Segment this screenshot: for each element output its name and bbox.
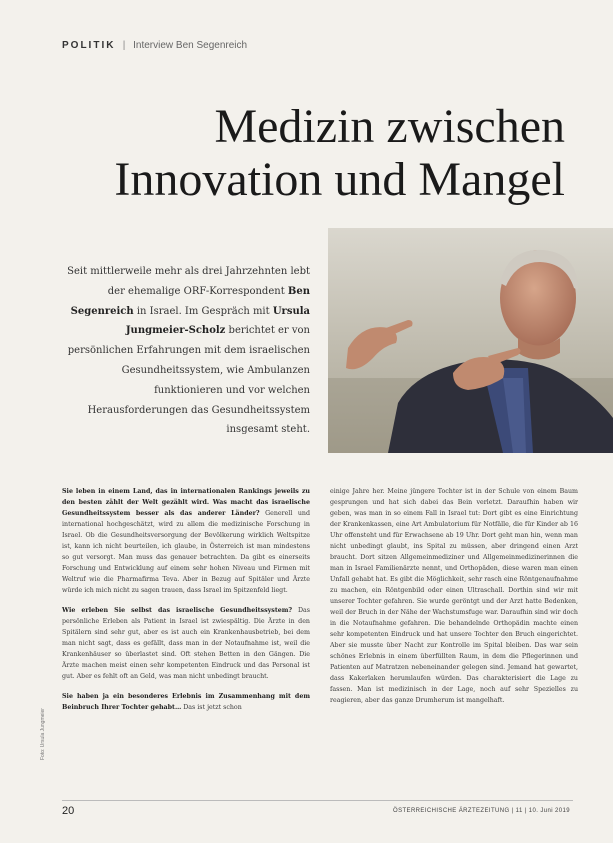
section-subtitle: Interview Ben Segenreich [133,40,248,51]
section-header [62,40,247,51]
page-number: 20 [62,805,75,817]
intro-text-3: berichtet er von persönlichen Erfahrungen mit dem israelischen Gesundheitssystem, wie Ambulanzen funktionieren und vor welchen Herausforderungen das Gesundheitssystem insgesamt steht. [67,325,310,436]
intro-text-1: Seit mittlerweile mehr als drei Jahrzehnten lebt der ehemalige ORF-Korrespondent [67,266,310,297]
qa-block-continued [330,486,578,706]
intro-text-2: in Israel. Im Gespräch mit [133,305,273,317]
intro-paragraph [62,262,310,440]
qa-block-2 [62,605,310,682]
section-separator: | [122,40,126,51]
question-3: Sie haben ja ein besonderes Erlebnis im Zusammenhang mit dem Beinbruch Ihrer Tochter gehabt… [62,693,310,711]
qa-block-1 [62,486,310,596]
question-2: Wie erleben Sie selbst das israelische Gesundheitssystem? [62,607,293,614]
answer-2: Das persönliche Erleben als Patient in Israel ist zwiespältig. Die Ärzte in den Spitälern sind sehr gut, aber es ist auch ein Krankenhausbetrieb, bei dem man nicht sagt, dass es gefällt, dass man in der Notaufnahme ist, weil die Krankenhäuser so überlastet sind. Oft stehen Betten in den Gängen. Die Ärzte machen meist einen sehr kompetenten Eindruck und das Personal ist gut. Aber es fehlt oft an Geld, was man nicht unbedingt braucht. [62,607,310,680]
footer-divider [62,800,573,801]
article-title [45,100,565,206]
title-line-2: Innovation und Mangel [114,153,565,206]
article-column-2 [330,486,578,715]
answer-1: Generell und international hochgeschätzt, wird zu allem die medizinische Forschung in Israel. Ob die Gesundheitsversorgung der Bevölkerung wirklich Weltspitze ist, kann ich nicht beurteilen, ich glaube, in Österreich ist man mindestens so gut versorgt. Man muss das genauer betrachten. Da gibt es einerseits Forschung und Entwicklung auf einem sehr hohen Niveau und Firmen mit Weltruf wie die Pharmafirma Teva. Aber in Bezug auf Spitäler und Ärzte würde ich mich nicht zu sagen trauen, dass Israel im Spitzenfeld liegt. [62,510,310,594]
article-column-1 [62,486,310,722]
question-1: Sie leben in einem Land, das in internationalen Rankings jeweils zu den besten zählt der Welt gezählt wird. Was macht das israelische Gesundheitssystem besser als das anderer Länder? [62,488,310,517]
answer-continued: einige Jahre her. Meine jüngere Tochter ist in der Schule von einem Baum gesprungen und hat sich dabei das Bein verletzt. Daraufhin haben wir geben, was man in so einem Fall in Israel tut: Dort gibt es eine Einrichtung der Krankenkassen, eine Art Ambulatorium für Notfälle, die für Kinder ab 16 Uhr offensteht und für Erwachsene ab 19 Uhr. Dort geht man hin, wenn man nicht unbedingt glaubt, ins Spital zu müssen, aber dringend einen Arzt braucht. Dort sitzen Allgemeinmediziner und Allgemeinmedizinerinnen die man in Israel Familienärzte nennt, und Orthopäden, diese waren man einen Unfall gehabt hat. Es gibt die Möglichkeit, sehr rasch eine Röntgenaufnahme zu machen, ein Röntgenbild oder einen Ultraschall. Dorthin sind wir mit unserer Tochter gefahren. Sie wurde geröntgt und der Arzt hatte Bedenken, weil der Bruch in der Nähe der Wachstumsfuge war. Daraufhin sind wir doch in die Notaufnahme gefahren. Die behandelnde Orthopädin machte einen sehr kompetenten Eindruck und hat unsere Tochter den Bruch eingerichtet. Aber sie musste über Nacht zur Kontrolle im Spital bleiben. Das war sein schönes Erlebnis in einem überfüllten Raum, in dem die Pflegerinnen und Patienten auf Matratzen nebeneinander gelegen sind. Jemand hat gewartet, dass Kakerlaken herumlaufen würden. Das charakterisiert die Lage zu fassen. Man ist medizinisch in der Lage, noch auf sehr Spezielles zu reagieren, aber das ganze Drumherum ist mangelhaft. [330,488,578,704]
intro-name-interviewer: Ursula Jungmeier-Scholz [125,305,310,337]
qa-block-3 [62,691,310,713]
interview-photo [328,228,613,453]
intro-name-interviewee: Ben Segenreich [70,285,310,317]
photo-credit: Foto: Ursula Jungmeier [40,708,46,760]
title-line-1: Medizin zwischen [214,100,565,153]
portrait-illustration [328,228,613,453]
publication-footer: ÖSTERREICHISCHE ÄRZTEZEITUNG | 11 | 10. Juni 2019 [393,808,570,814]
answer-3: Das ist jetzt schon [181,704,242,711]
section-label: POLITIK [62,40,116,51]
